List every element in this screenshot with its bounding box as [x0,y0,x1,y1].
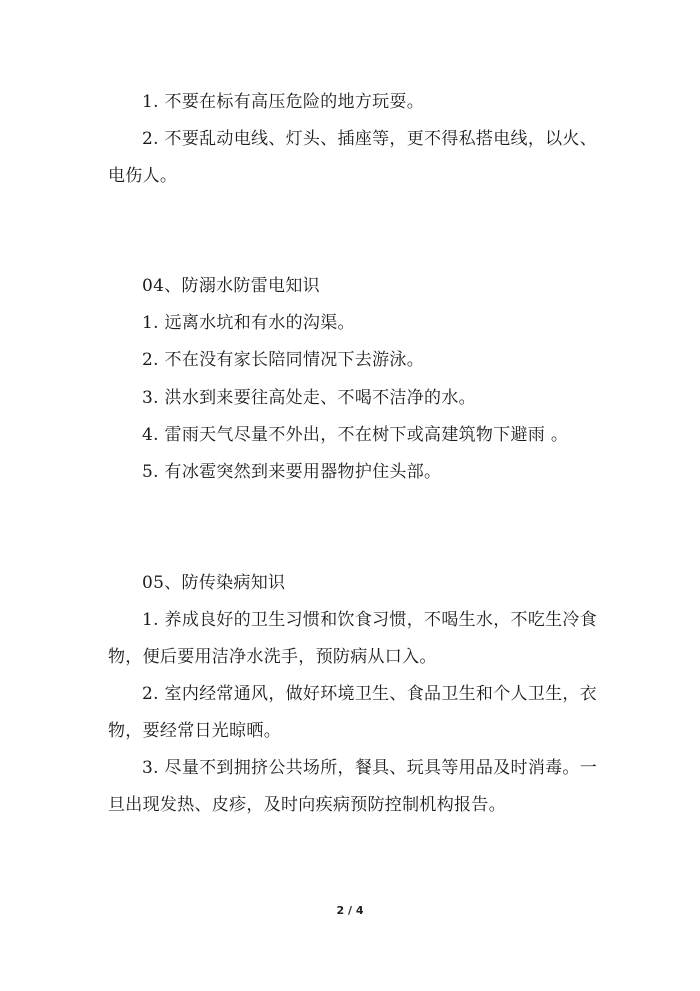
section-heading: 05、防传染病知识 [142,573,286,593]
section-heading: 04、防溺水防雷电知识 [142,276,320,296]
list-item: 2. 不要乱动电线、灯头、插座等，更不得私搭电线，以火、电伤人。 [108,129,598,186]
page-number: 2 / 4 [336,904,364,917]
list-item: 1. 不要在标有高压危险的地方玩耍。 [142,92,425,112]
list-item: 1. 远离水坑和有水的沟渠。 [142,313,355,333]
list-item: 5. 有冰雹突然到来要用器物护住头部。 [142,462,442,482]
list-item: 3. 洪水到来要往高处走、不喝不洁净的水。 [142,388,476,408]
list-item: 3. 尽量不到拥挤公共场所，餐具、玩具等用品及时消毒。一旦出现发热、皮疹，及时向疾病预防控制机构报告。 [108,758,598,815]
list-item: 2. 不在没有家长陪同情况下去游泳。 [142,350,425,370]
list-item: 1. 养成良好的卫生习惯和饮食习惯，不喝生水，不吃生冷食物，便后要用洁净水洗手，预防病从口入。 [108,610,598,667]
list-item: 2. 室内经常通风，做好环境卫生、食品卫生和个人卫生，衣物，要经常日光晾晒。 [108,684,598,741]
list-item: 4. 雷雨天气尽量不外出，不在树下或高建筑物下避雨 。 [142,425,569,445]
